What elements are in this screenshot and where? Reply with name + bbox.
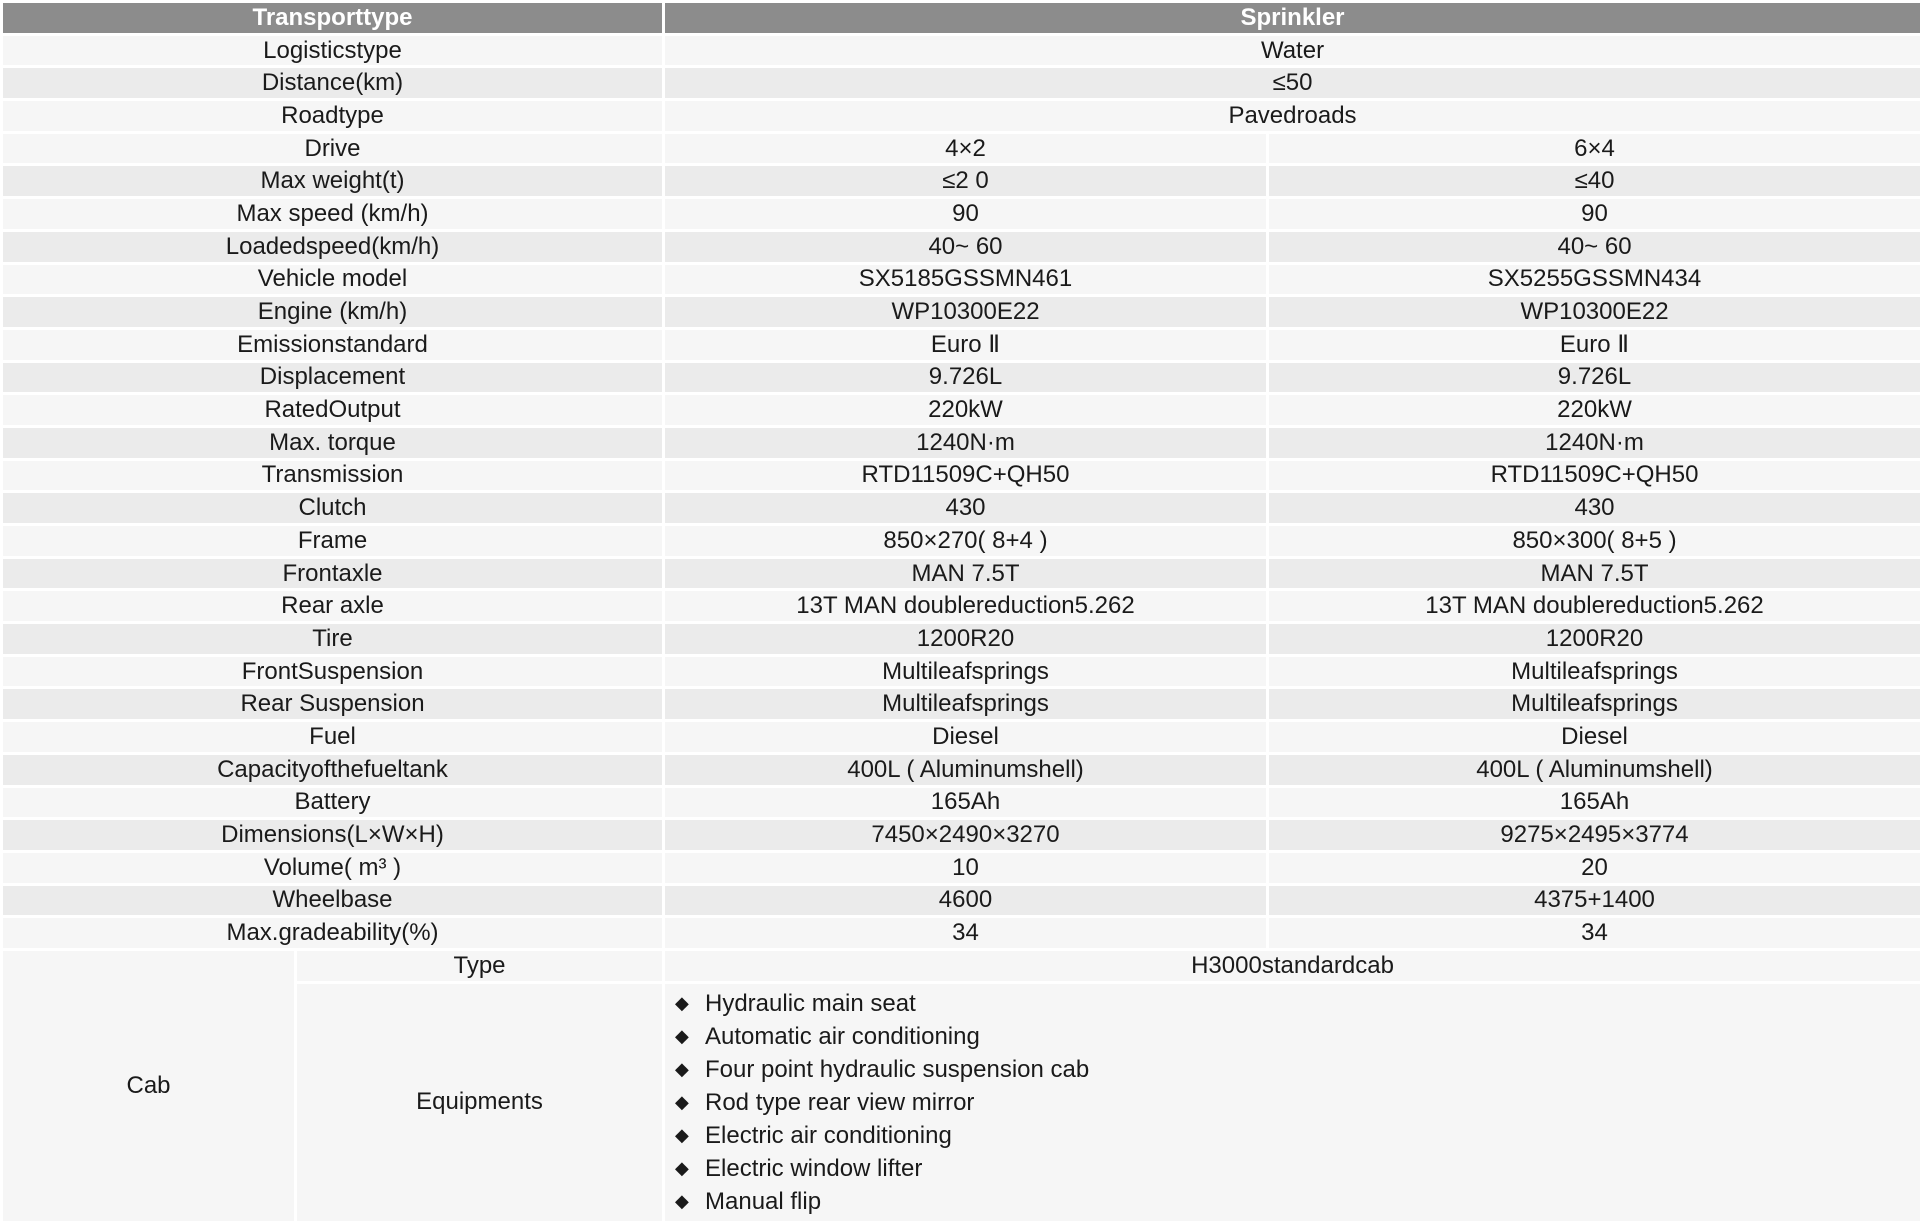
equipment-text: Manual flip [705,1187,822,1215]
table-row [2,753,1920,786]
row-value-4x2: 7450×2490×3270 [664,819,1268,852]
row-value-4x2: 165Ah [664,786,1268,819]
list-item [675,1185,1920,1218]
list-item [675,987,1920,1020]
diamond-bullet-icon: ◆ [675,1058,689,1079]
table-row [2,786,1920,819]
row-value-4x2: 13T MAN doublereduction5.262 [664,590,1268,623]
row-value-4x2: Euro Ⅱ [664,328,1268,361]
row-value-6x4: 9.726L [1268,361,1920,394]
table-row [2,328,1920,361]
table-row [2,688,1920,721]
row-label: Max. torque [2,426,664,459]
row-value: Water [664,34,1920,67]
cab-type-label: Type [296,949,664,982]
row-value-4x2: 4600 [664,884,1268,917]
row-value-4x2: 4×2 [664,132,1268,165]
row-label: Wheelbase [2,884,664,917]
cab-equipments-label: Equipments [296,982,664,1222]
table-row [2,459,1920,492]
row-label: Rear axle [2,590,664,623]
row-label: Displacement [2,361,664,394]
row-label: Roadtype [2,100,664,133]
row-value-4x2: 9.726L [664,361,1268,394]
row-label: Tire [2,623,664,656]
row-value: ≤50 [664,67,1920,100]
row-value-4x2: RTD11509C+QH50 [664,459,1268,492]
row-value-6x4: MAN 7.5T [1268,557,1920,590]
table-row [2,623,1920,656]
table-row [2,492,1920,525]
table-row [2,917,1920,950]
row-value-6x4: 20 [1268,851,1920,884]
diamond-bullet-icon: ◆ [675,1124,689,1145]
row-label: Vehicle model [2,263,664,296]
row-value-6x4: Diesel [1268,721,1920,754]
spec-table-body [2,2,1920,1223]
list-item [675,1053,1920,1086]
cab-type-value: H3000standardcab [664,949,1920,982]
row-label: Max speed (km/h) [2,198,664,231]
row-value-6x4: ≤40 [1268,165,1920,198]
row-value-6x4: 220kW [1268,394,1920,427]
row-value-6x4: 165Ah [1268,786,1920,819]
row-value-4x2: WP10300E22 [664,296,1268,329]
row-label: Frontaxle [2,557,664,590]
row-value-4x2: 40~ 60 [664,230,1268,263]
table-row [2,721,1920,754]
row-label: Max.gradeability(%) [2,917,664,950]
row-value: Pavedroads [664,100,1920,133]
row-value-4x2: 1200R20 [664,623,1268,656]
table-row [2,67,1920,100]
row-value-4x2: 34 [664,917,1268,950]
cab-type-row [2,949,1920,982]
row-value-4x2: MAN 7.5T [664,557,1268,590]
cab-equipments-list-cell [664,982,1920,1222]
equipment-text: Rod type rear view mirror [705,1088,975,1116]
table-row [2,230,1920,263]
diamond-bullet-icon: ◆ [675,1025,689,1046]
row-value-4x2: SX5185GSSMN461 [664,263,1268,296]
equipment-text: Hydraulic main seat [705,989,916,1017]
list-item [675,1020,1920,1053]
table-row [2,296,1920,329]
row-value-6x4: 34 [1268,917,1920,950]
row-value-6x4: 6×4 [1268,132,1920,165]
header-row [2,2,1920,35]
row-value-6x4: 400L ( Aluminumshell) [1268,753,1920,786]
table-row [2,819,1920,852]
table-row [2,851,1920,884]
table-row [2,557,1920,590]
equipment-text: Electric window lifter [705,1154,923,1182]
header-label: Transporttype [2,2,664,35]
row-value-4x2: Multileafsprings [664,655,1268,688]
table-row [2,655,1920,688]
equipment-text: Four point hydraulic suspension cab [705,1055,1090,1083]
row-value-6x4: Multileafsprings [1268,655,1920,688]
table-row [2,34,1920,67]
equipment-text: Electric air conditioning [705,1121,952,1149]
row-value-6x4: Euro Ⅱ [1268,328,1920,361]
row-label: Capacityofthefueltank [2,753,664,786]
row-label: Dimensions(L×W×H) [2,819,664,852]
row-value-4x2: 430 [664,492,1268,525]
table-row [2,590,1920,623]
row-value-6x4: 9275×2495×3774 [1268,819,1920,852]
row-value-6x4: 90 [1268,198,1920,231]
row-value-6x4: 1200R20 [1268,623,1920,656]
row-label: Volume( m³ ) [2,851,664,884]
row-value-6x4: Multileafsprings [1268,688,1920,721]
equipments-list [675,987,1920,1218]
row-label: Frame [2,525,664,558]
table-row [2,394,1920,427]
row-value-4x2: Diesel [664,721,1268,754]
row-value-4x2: 850×270( 8+4 ) [664,525,1268,558]
header-value: Sprinkler [664,2,1920,35]
table-row [2,263,1920,296]
row-label: Loadedspeed(km/h) [2,230,664,263]
row-label: Max weight(t) [2,165,664,198]
row-value-4x2: Multileafsprings [664,688,1268,721]
table-row [2,525,1920,558]
diamond-bullet-icon: ◆ [675,1190,689,1211]
row-label: RatedOutput [2,394,664,427]
row-label: Transmission [2,459,664,492]
table-row [2,165,1920,198]
list-item [675,1152,1920,1185]
row-value-6x4: 850×300( 8+5 ) [1268,525,1920,558]
list-item [675,1086,1920,1119]
row-label: Emissionstandard [2,328,664,361]
row-value-6x4: SX5255GSSMN434 [1268,263,1920,296]
row-value-6x4: RTD11509C+QH50 [1268,459,1920,492]
table-row [2,198,1920,231]
row-value-4x2: 1240N·m [664,426,1268,459]
equipment-text: Automatic air conditioning [705,1022,980,1050]
diamond-bullet-icon: ◆ [675,1091,689,1112]
table-row [2,361,1920,394]
row-label: Engine (km/h) [2,296,664,329]
row-label: Fuel [2,721,664,754]
table-row [2,132,1920,165]
row-label: FrontSuspension [2,655,664,688]
row-value-4x2: 220kW [664,394,1268,427]
row-value-6x4: 40~ 60 [1268,230,1920,263]
row-value-6x4: 430 [1268,492,1920,525]
row-label: Drive [2,132,664,165]
table-row [2,426,1920,459]
row-value-4x2: ≤2 0 [664,165,1268,198]
row-value-4x2: 90 [664,198,1268,231]
cab-label: Cab [2,949,296,1222]
row-value-6x4: 13T MAN doublereduction5.262 [1268,590,1920,623]
diamond-bullet-icon: ◆ [675,992,689,1013]
row-value-4x2: 400L ( Aluminumshell) [664,753,1268,786]
table-row [2,100,1920,133]
table-row [2,884,1920,917]
row-value-6x4: 4375+1400 [1268,884,1920,917]
row-label: Logisticstype [2,34,664,67]
row-value-4x2: 10 [664,851,1268,884]
row-label: Distance(km) [2,67,664,100]
diamond-bullet-icon: ◆ [675,1157,689,1178]
row-label: Rear Suspension [2,688,664,721]
row-value-6x4: WP10300E22 [1268,296,1920,329]
row-label: Battery [2,786,664,819]
row-label: Clutch [2,492,664,525]
row-value-6x4: 1240N·m [1268,426,1920,459]
list-item [675,1119,1920,1152]
